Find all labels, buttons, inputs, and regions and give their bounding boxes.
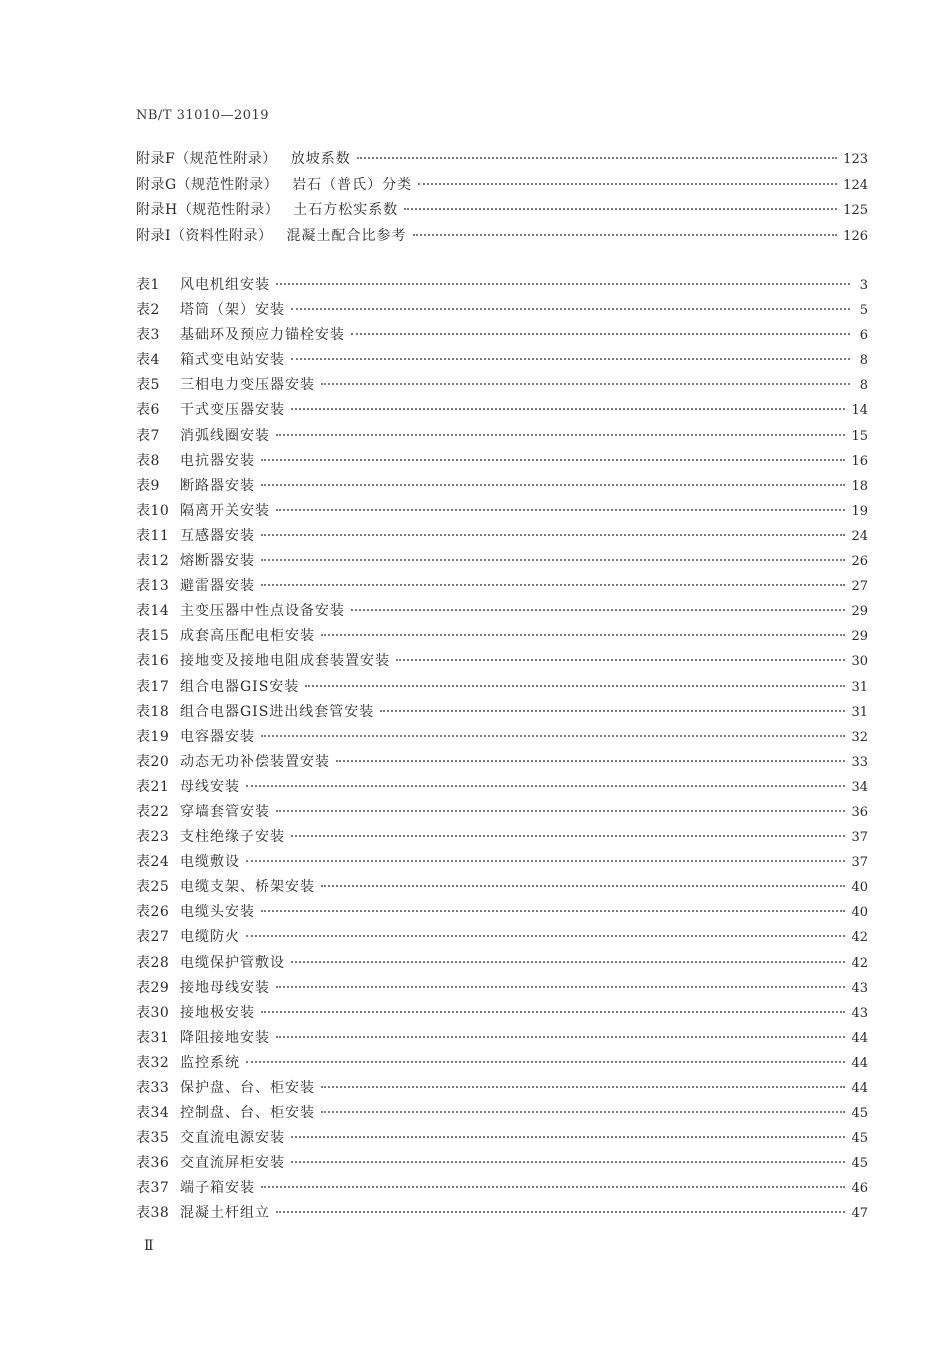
toc-entry[interactable] [136,1077,868,1102]
toc-entry-title: 岩石（普氏）分类 [292,176,413,193]
dot-leader [336,760,845,762]
toc-entry-page: 37 [851,855,868,871]
dot-leader [276,810,845,812]
toc-entry-page: 45 [851,1131,868,1147]
toc-entry[interactable] [136,1102,868,1127]
toc-entry-page: 42 [851,955,868,971]
toc-entry-label: 表2 [136,302,160,319]
toc-entry[interactable] [136,299,868,324]
dot-leader [396,659,845,661]
toc-entry-title: 电容器安装 [180,728,255,745]
toc-entry-page: 6 [859,328,868,344]
toc-entry-page: 43 [851,1005,868,1021]
dot-leader [291,408,845,410]
toc-entry-page: 45 [851,1106,868,1122]
toc-entry-page: 43 [851,980,868,996]
toc-entry-label: 表29 [136,979,170,996]
toc-entry-title: 电抗器安装 [180,452,255,469]
toc-entry-title: 接地极安装 [180,1004,255,1021]
toc-entry-label: 表8 [136,452,160,469]
toc-entry-label: 表18 [136,703,170,720]
toc-entry-label: 表15 [136,628,170,645]
toc-entry-label: 表3 [136,327,160,344]
toc-entry[interactable] [136,776,868,801]
toc-entry-label: 表20 [136,753,170,770]
toc-entry[interactable] [136,625,868,650]
toc-entry[interactable] [136,926,868,951]
toc-entry-page: 124 [843,177,868,193]
toc-entry[interactable] [136,274,868,299]
toc-entry[interactable] [136,600,868,625]
toc-entry-title: 断路器安装 [180,477,255,494]
toc-entry[interactable] [136,374,868,399]
toc-entry-title: 降阻接地安装 [180,1029,270,1046]
toc-entry-title: 消弧线圈安装 [180,427,270,444]
appendix-toc-list [136,148,868,250]
toc-entry[interactable] [136,450,868,475]
toc-entry-label: 表26 [136,904,170,921]
toc-entry-page: 123 [843,152,868,167]
toc-entry[interactable] [136,199,868,225]
toc-entry-page: 42 [851,930,868,946]
toc-entry[interactable] [136,826,868,851]
toc-entry-title: 控制盘、台、柜安装 [180,1105,315,1122]
toc-entry-page: 126 [843,228,868,244]
toc-entry-page: 44 [851,1081,868,1096]
toc-entry-page: 15 [851,428,868,444]
toc-entry-title: 风电机组安装 [180,277,270,293]
dot-leader [246,935,845,937]
dot-leader [261,735,845,737]
dot-leader [380,710,845,712]
toc-entry-title: 土石方松实系数 [293,202,399,218]
toc-entry-title: 成套高压配电柜安装 [180,628,315,645]
toc-entry-label: 表17 [136,678,170,695]
toc-entry-label: 表12 [136,553,170,570]
toc-entry-label: 表10 [136,502,170,519]
toc-entry[interactable] [136,650,868,675]
toc-entry-label: 附录I（资料性附录） [136,227,273,244]
toc-entry-label: 表25 [136,879,170,896]
toc-entry-title: 避雷器安装 [180,578,255,595]
toc-entry[interactable] [136,901,868,926]
toc-entry-label: 表33 [136,1080,170,1096]
toc-entry-page: 32 [851,729,868,745]
toc-entry-page: 47 [851,1206,868,1222]
toc-entry-page: 31 [851,704,868,720]
toc-entry-title: 放坡系数 [290,151,351,167]
dot-leader [276,283,850,285]
toc-entry-label: 表14 [136,603,170,620]
toc-entry-page: 125 [843,203,868,218]
toc-entry-label: 表30 [136,1004,170,1021]
dot-leader [276,509,845,511]
dot-leader [246,785,845,787]
toc-entry-page: 33 [851,754,868,770]
toc-entry[interactable] [136,324,868,349]
toc-entry-page: 27 [851,579,868,595]
toc-entry-title: 组合电器GIS进出线套管安装 [180,703,375,720]
toc-entry[interactable] [136,977,868,1002]
toc-entry[interactable] [136,1002,868,1027]
toc-entry[interactable] [136,676,868,701]
toc-entry-title: 保护盘、台、柜安装 [180,1080,315,1096]
toc-entry[interactable] [136,550,868,575]
toc-entry-label: 表35 [136,1130,170,1147]
toc-entry-page: 18 [851,478,868,494]
toc-entry-page: 3 [859,278,868,293]
toc-entry-title: 支柱绝缘子安装 [180,829,285,846]
dot-leader [261,559,845,561]
toc-entry-title: 混凝土配合比参考 [286,227,407,244]
dot-leader [321,1111,845,1113]
dot-leader [246,860,845,862]
toc-entry-label: 表6 [136,402,160,419]
dot-leader [261,459,845,461]
toc-entry[interactable] [136,500,868,525]
toc-entry-page: 8 [859,353,868,369]
toc-entry-label: 表1 [136,277,160,293]
dot-leader [404,208,837,210]
toc-entry-label: 表11 [136,527,170,544]
toc-entry[interactable] [136,425,868,450]
dot-leader [261,484,845,486]
toc-entry-label: 表37 [136,1180,170,1197]
toc-entry-title: 互感器安装 [180,527,255,544]
toc-entry-label: 表19 [136,728,170,745]
toc-entry-title: 塔筒（架）安装 [180,302,285,319]
toc-entry-page: 8 [859,378,868,394]
toc-entry-label: 表27 [136,929,170,946]
toc-entry-label: 附录H（规范性附录） [136,202,280,218]
toc-entry[interactable] [136,475,868,500]
toc-entry-title: 电缆防火 [180,929,240,946]
dot-leader [276,1211,845,1213]
toc-entry-title: 监控系统 [180,1054,240,1071]
toc-entry-label: 表28 [136,954,170,971]
tables-toc-list [136,274,868,1228]
toc-entry-label: 表4 [136,352,160,369]
dot-leader [418,183,837,185]
toc-entry-label: 表7 [136,427,160,444]
toc-entry-page: 24 [851,528,868,544]
toc-entry-title: 交直流屏柜安装 [180,1155,285,1172]
toc-entry-title: 动态无功补偿装置安装 [180,753,330,770]
toc-entry-label: 附录F（规范性附录） [136,151,277,167]
toc-entry[interactable] [136,876,868,901]
toc-entry-page: 30 [851,654,868,670]
dot-leader [291,961,845,963]
dot-leader [261,584,845,586]
toc-entry-title: 电缆保护管敷设 [180,954,285,971]
toc-entry-label: 表34 [136,1105,170,1122]
toc-entry-page: 37 [851,830,868,846]
toc-entry[interactable] [136,801,868,826]
toc-entry-page: 44 [851,1055,868,1071]
toc-entry-page: 19 [851,503,868,519]
toc-entry[interactable] [136,726,868,751]
toc-entry[interactable] [136,525,868,550]
toc-entry-page: 16 [851,453,868,469]
document-code-header: NB/T 31010—2019 [136,108,270,123]
toc-entry-title: 混凝土杆组立 [180,1205,270,1222]
toc-entry-title: 三相电力变压器安装 [180,377,315,394]
toc-entry-page: 40 [851,905,868,921]
toc-entry-title: 交直流电源安装 [180,1130,285,1147]
toc-entry[interactable] [136,225,868,251]
dot-leader [261,1186,845,1188]
dot-leader [291,835,845,837]
toc-entry-label: 表36 [136,1155,170,1172]
dot-leader [291,308,850,310]
toc-entry-label: 表16 [136,653,170,670]
dot-leader [291,358,850,360]
toc-entry-page: 36 [851,804,868,820]
toc-entry[interactable] [136,399,868,424]
toc-entry[interactable] [136,174,868,200]
toc-entry[interactable] [136,1152,868,1177]
toc-entry-page: 29 [851,629,868,645]
dot-leader [351,609,845,611]
toc-entry[interactable] [136,1127,868,1152]
dot-leader [261,910,845,912]
toc-entry[interactable] [136,148,868,174]
dot-leader [321,885,845,887]
toc-entry-label: 表32 [136,1054,170,1071]
toc-entry-page: 14 [851,403,868,419]
toc-entry-label: 表24 [136,854,170,871]
toc-entry-title: 组合电器GIS安装 [180,678,300,695]
dot-leader [261,534,845,536]
toc-entry-label: 表31 [136,1029,170,1046]
dot-leader [413,234,838,236]
dot-leader [305,685,845,687]
toc-entry-title: 隔离开关安装 [180,502,270,519]
toc-entry[interactable] [136,1177,868,1202]
toc-entry-page: 46 [851,1181,868,1197]
toc-entry-title: 接地母线安装 [180,979,270,996]
toc-entry-label: 表9 [136,477,160,494]
toc-entry-page: 31 [851,679,868,695]
toc-entry-title: 穿墙套管安装 [180,803,270,820]
dot-leader [351,333,850,335]
dot-leader [246,1061,845,1063]
toc-entry[interactable] [136,701,868,726]
toc-entry-title: 电缆头安装 [180,904,255,921]
toc-entry[interactable] [136,1027,868,1052]
toc-entry-title: 熔断器安装 [180,553,255,570]
toc-entry-label: 表22 [136,803,170,820]
dot-leader [291,1136,845,1138]
dot-leader [276,1036,845,1038]
toc-entry[interactable] [136,952,868,977]
dot-leader [321,1086,845,1088]
toc-entry[interactable] [136,751,868,776]
toc-entry-title: 电缆支架、桥架安装 [180,879,315,896]
toc-entry-page: 40 [851,880,868,896]
page-number: Ⅱ [144,1238,154,1254]
toc-entry-title: 干式变压器安装 [180,402,285,419]
toc-entry[interactable] [136,575,868,600]
toc-entry-label: 表38 [136,1205,170,1222]
toc-entry-title: 基础环及预应力锚栓安装 [180,327,345,344]
dot-leader [261,1011,845,1013]
dot-leader [276,434,845,436]
toc-entry-title: 接地变及接地电阻成套装置安装 [180,653,390,670]
toc-entry[interactable] [136,1202,868,1227]
toc-entry-title: 电缆敷设 [180,854,240,871]
toc-entry-page: 5 [859,303,868,319]
toc-entry-label: 表5 [136,377,160,394]
toc-entry-page: 26 [851,554,868,570]
toc-entry-label: 附录G（规范性附录） [136,176,279,193]
toc-entry-title: 箱式变电站安装 [180,352,285,369]
toc-entry[interactable] [136,851,868,876]
toc-entry-page: 29 [851,604,868,620]
toc-entry-title: 端子箱安装 [180,1180,255,1197]
toc-entry-page: 34 [851,779,868,795]
toc-entry-title: 主变压器中性点设备安装 [180,603,345,620]
dot-leader [291,1161,845,1163]
toc-entry-label: 表13 [136,578,170,595]
toc-entry-title: 母线安装 [180,778,240,795]
toc-entry[interactable] [136,1052,868,1077]
toc-entry-label: 表21 [136,778,170,795]
dot-leader [321,383,850,385]
toc-entry-page: 45 [851,1156,868,1172]
toc-entry-page: 44 [851,1030,868,1046]
dot-leader [276,986,845,988]
dot-leader [357,157,837,159]
dot-leader [321,634,845,636]
toc-entry[interactable] [136,349,868,374]
toc-entry-label: 表23 [136,829,170,846]
